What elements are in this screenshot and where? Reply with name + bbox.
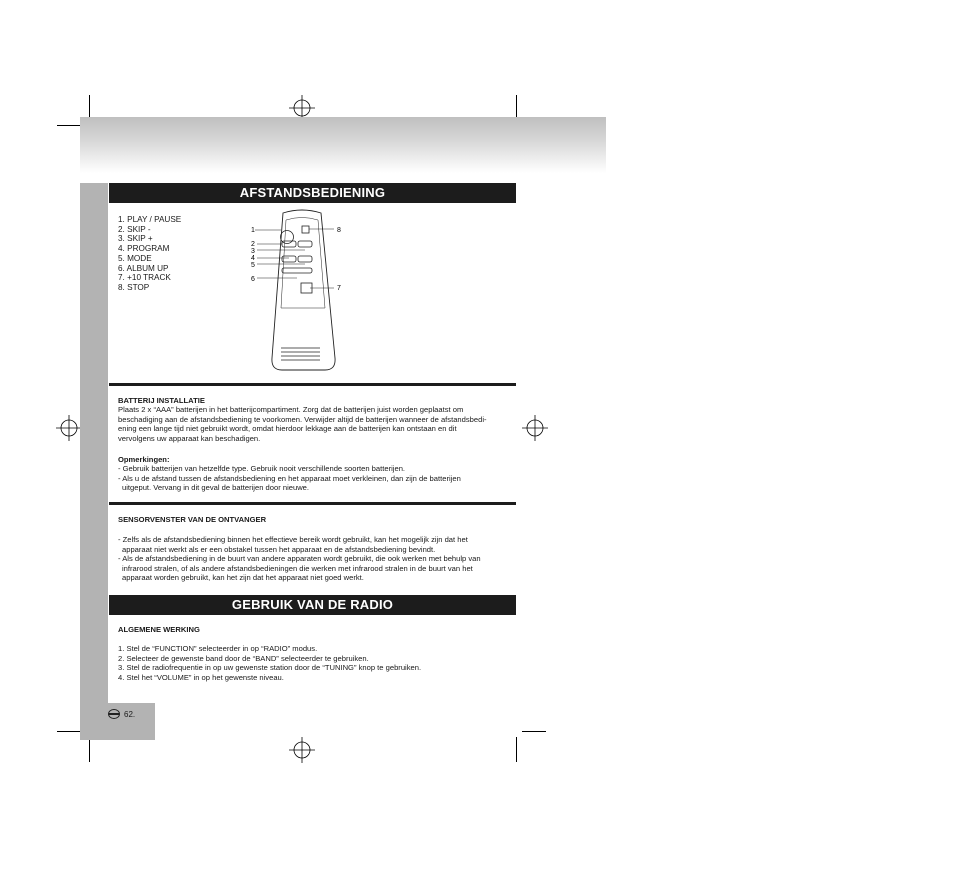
crop-mark <box>516 737 517 762</box>
radio-steps <box>118 644 514 682</box>
legend-item: 2. SKIP - <box>118 224 151 234</box>
legend-item: 8. STOP <box>118 282 150 292</box>
crop-mark <box>89 737 90 762</box>
page-number <box>108 709 135 719</box>
callout-label: 8 <box>337 227 341 234</box>
side-strip <box>80 183 108 703</box>
text-line: - Als de afstandsbediening in de buurt van andere apparaten wordt gebruikt, die ook werken met behulp van <box>118 554 481 564</box>
legend-item: 6. ALBUM UP <box>118 263 169 273</box>
callout-label: 1 <box>251 227 255 234</box>
text-line: uitgeput. Vervang in dit geval de batterijen door nieuwe. <box>122 483 310 493</box>
remote-control-diagram <box>245 208 350 378</box>
text-line: ening een lange tijd niet gebruikt wordt, omdat hierdoor lekkage aan de batterijen kan ontstaan en dit <box>118 424 457 434</box>
section-header-remote: AFSTANDSBEDIENING <box>109 183 516 203</box>
sensor-text <box>118 535 514 583</box>
callout-label: 7 <box>337 285 341 292</box>
step-item: 1. Stel de “FUNCTION” selecteerder in op “RADIO” modus. <box>118 644 318 653</box>
text-line: apparaat niet werkt als er een obstakel tussen het apparaat en de afstandsbediening bevindt. <box>122 544 436 554</box>
page-number-text: 62. <box>124 709 136 719</box>
text-line: - Als u de afstand tussen de afstandsbediening en het apparaat moet verkleinen, dan zijn de batterijen <box>118 473 461 483</box>
text-line: beschadiging aan de afstandsbediening te voorkomen. Verwijder altijd de batterijen wanneer de afstandsbedi- <box>118 414 487 424</box>
general-operation-title: ALGEMENE WERKING <box>118 625 200 634</box>
registration-mark-icon <box>289 737 315 763</box>
text-line: infrarood stralen, of als andere afstandsbedieningen die werken met infrarood stralen in de buurt van het <box>122 563 473 573</box>
text-line: Plaats 2 x “AAA” batterijen in het batterijcompartiment. Zorg dat de batterijen juist worden geplaatst om <box>118 405 464 414</box>
legend-item: 4. PROGRAM <box>118 244 170 254</box>
callout-label: 5 <box>251 262 255 269</box>
text-line: vervolgens uw apparaat kan beschadigen. <box>118 433 261 443</box>
callout-label: 6 <box>251 276 255 283</box>
battery-title: BATTERIJ INSTALLATIE <box>118 396 205 405</box>
sensor-title: SENSORVENSTER VAN DE ONTVANGER <box>118 515 267 524</box>
button-legend <box>118 215 181 293</box>
battery-text <box>118 405 514 443</box>
crop-mark <box>57 125 80 126</box>
section-divider <box>109 502 516 505</box>
step-item: 4. Stel het “VOLUME” in op het gewenste niveau. <box>118 672 284 682</box>
registration-mark-icon <box>56 415 82 441</box>
text-line: apparaat worden gebruikt, kan het zijn dat het apparaat niet goed werkt. <box>122 573 364 583</box>
notes-text <box>118 464 514 493</box>
section-header-radio: GEBRUIK VAN DE RADIO <box>109 595 516 615</box>
callout-label: 3 <box>251 248 255 255</box>
legend-item: 7. +10 TRACK <box>118 273 171 283</box>
text-line: - Zelfs als de afstandsbediening binnen het effectieve bereik wordt gebruikt, kan het mogelijk zijn dat het <box>118 535 468 544</box>
legend-item: 1. PLAY / PAUSE <box>118 215 182 224</box>
callout-label: 2 <box>251 241 255 248</box>
top-gradient-band <box>80 117 606 173</box>
language-flag-icon <box>108 709 120 719</box>
step-item: 3. Stel de radiofrequentie in op uw gewenste station door de “TUNING” knop te gebruiken. <box>118 663 422 673</box>
crop-mark <box>522 731 546 732</box>
legend-item: 5. MODE <box>118 253 152 263</box>
callout-label: 4 <box>251 255 255 262</box>
notes-title: Opmerkingen: <box>118 455 170 464</box>
step-item: 2. Selecteer de gewenste band door de “BAND” selecteerder te gebruiken. <box>118 653 369 663</box>
legend-item: 3. SKIP + <box>118 234 153 244</box>
section-divider <box>109 383 516 386</box>
crop-mark <box>57 731 80 732</box>
registration-mark-icon <box>522 415 548 441</box>
text-line: - Gebruik batterijen van hetzelfde type. Gebruik nooit verschillende soorten batterijen. <box>118 464 406 473</box>
